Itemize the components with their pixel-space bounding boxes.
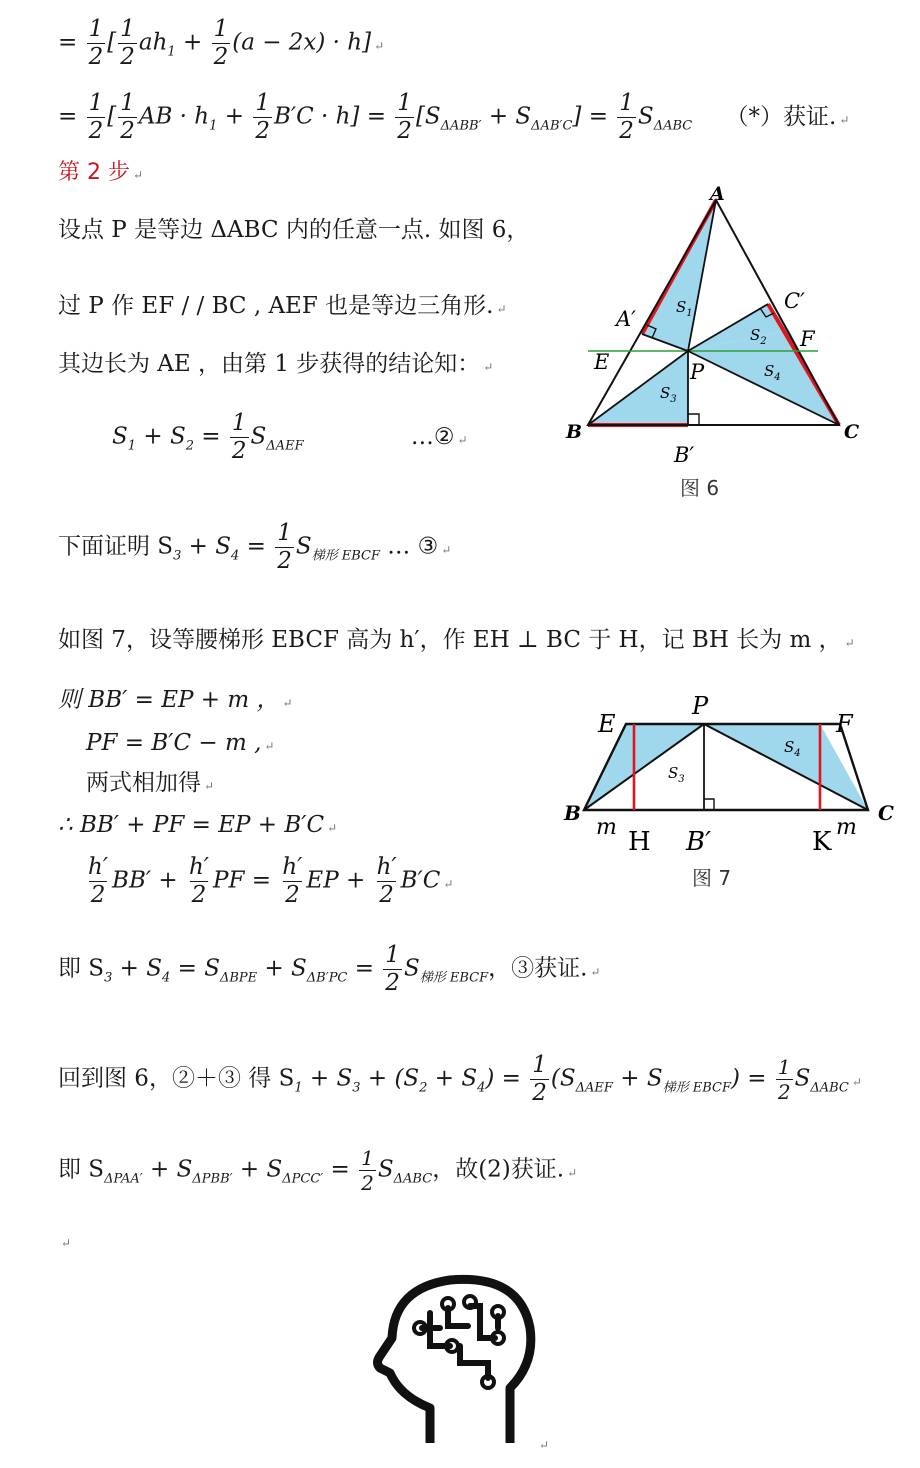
label-s2: $S_2$ <box>750 326 767 347</box>
label-m1-fig7: m <box>596 815 617 840</box>
label-b-fig7: B <box>564 801 581 825</box>
label-p-fig7: P <box>692 692 709 720</box>
label-c: C <box>844 421 860 443</box>
label-m2-fig7: m <box>836 815 857 840</box>
paragraph-5: 如图 7，设等腰梯形 EBCF 高为 h′，作 EH ⊥ BC 于 H，记 BH 长为 m ， ↵ <box>58 627 855 653</box>
end-mark: ↵ <box>539 1438 550 1452</box>
paragraph-6: 则 BB′ = EP + m ， ↵ <box>58 687 293 713</box>
equation-2: $S_1 + S_2$ = $\frac{1}{2}$ $S_{\Delta AEF}$ …② ↵ <box>112 410 468 464</box>
equation-7: 即 $S_{\Delta PAA'} + S_{\Delta PBB'} + S_{\Delta PCC'}$ = $\frac{1}{2}$ $S_{\Delta ABC}$，故(2)获证. ↵ <box>58 1146 578 1195</box>
label-c-prime: C′ <box>784 289 805 313</box>
paragraph-1: 设点 P 是等边 ΔABC 内的任意一点. 如图 6， <box>58 217 530 243</box>
label-k-fig7: K <box>812 827 832 857</box>
empty-paragraph: ↵ <box>61 1236 72 1250</box>
figure-6-caption: 图 6 <box>680 476 720 500</box>
equation-6: 回到图 6，②＋③ 得 $S_1 + S_3 + (S_2 + S_4)$ = $\frac{1}{2}$ $(S_{\Delta AEF} + S_{梯形 EBCF})$ = $\frac{1}{2}$ $S_{\Delta ABC}$ ↵ <box>58 1052 862 1106</box>
label-a-prime: A′ <box>616 307 636 331</box>
label-e: E <box>594 350 610 374</box>
paragraph-9: ∴ BB′ + PF = EP + B′C ↵ <box>58 812 338 838</box>
brain-head-icon <box>370 1268 550 1448</box>
equation-line-2: = $\frac{1}{2}$ [ $\frac{1}{2}$ AB · $h_1$ + $\frac{1}{2}$ B′C · h] = $\frac{1}{2}$ $[S_{\Delta ABB'} + S_{\Delta AB'C}]$ = $\frac{1}{2}$ $S_{\Delta ABC}$ （*）获证. ↵ <box>58 90 850 144</box>
label-s3-fig7: $S_3$ <box>668 764 685 785</box>
label-b-prime-fig7: B′ <box>686 827 712 857</box>
figure-7 <box>560 690 900 860</box>
paragraph-2: 过 P 作 EF / / BC , AEF 也是等边三角形. ↵ <box>58 293 507 319</box>
equation-line-1: = $\frac{1}{2}$ [ $\frac{1}{2}$ $ah_1$ + $\frac{1}{2}$ (a − 2x) · h] ↵ <box>58 16 385 70</box>
paragraph-7: PF = B′C − m , ↵ <box>86 730 275 756</box>
figure-7-caption: 图 7 <box>692 866 732 890</box>
label-s4: $S_4$ <box>764 362 781 383</box>
label-c-fig7: C <box>878 801 894 825</box>
equation-5: 即 $S_3 + S_4 = S_{\Delta BPE} + S_{\Delta B'PC}$ = $\frac{1}{2}$ $S_{梯形 EBCF}$，③获证. ↵ <box>58 942 601 996</box>
label-f: F <box>800 327 815 351</box>
label-s3: $S_3$ <box>660 384 677 405</box>
figure-6 <box>560 180 880 470</box>
label-b: B <box>566 421 583 443</box>
label-s4-fig7: $S_4$ <box>784 738 801 759</box>
label-h-fig7: H <box>628 827 651 857</box>
label-p: P <box>690 360 705 384</box>
paragraph-8: 两式相加得 ↵ <box>86 770 215 796</box>
label-b-prime: B′ <box>674 443 695 467</box>
right-angle-b1-fig7 <box>704 799 714 810</box>
paragraph-3: 其边长为 AE ，由第 1 步获得的结论知： ↵ <box>58 351 494 377</box>
label-a: A <box>710 183 725 205</box>
step-2-heading: 第 2 步 ↵ <box>58 160 144 185</box>
equation-4: $\frac{h'}{2}$ BB′ + $\frac{h'}{2}$ PF = $\frac{h'}{2}$ EP + $\frac{h'}{2}$ B′C ↵ <box>88 854 454 908</box>
label-s1: $S_1$ <box>676 298 693 319</box>
label-e-fig7: E <box>598 710 616 738</box>
label-f-fig7: F <box>836 710 853 738</box>
right-angle-b1 <box>688 414 699 425</box>
equation-3: 下面证明 $S_3 + S_4$ = $\frac{1}{2}$ $S_{梯形 EBCF}$ … ③ ↵ <box>58 520 452 574</box>
